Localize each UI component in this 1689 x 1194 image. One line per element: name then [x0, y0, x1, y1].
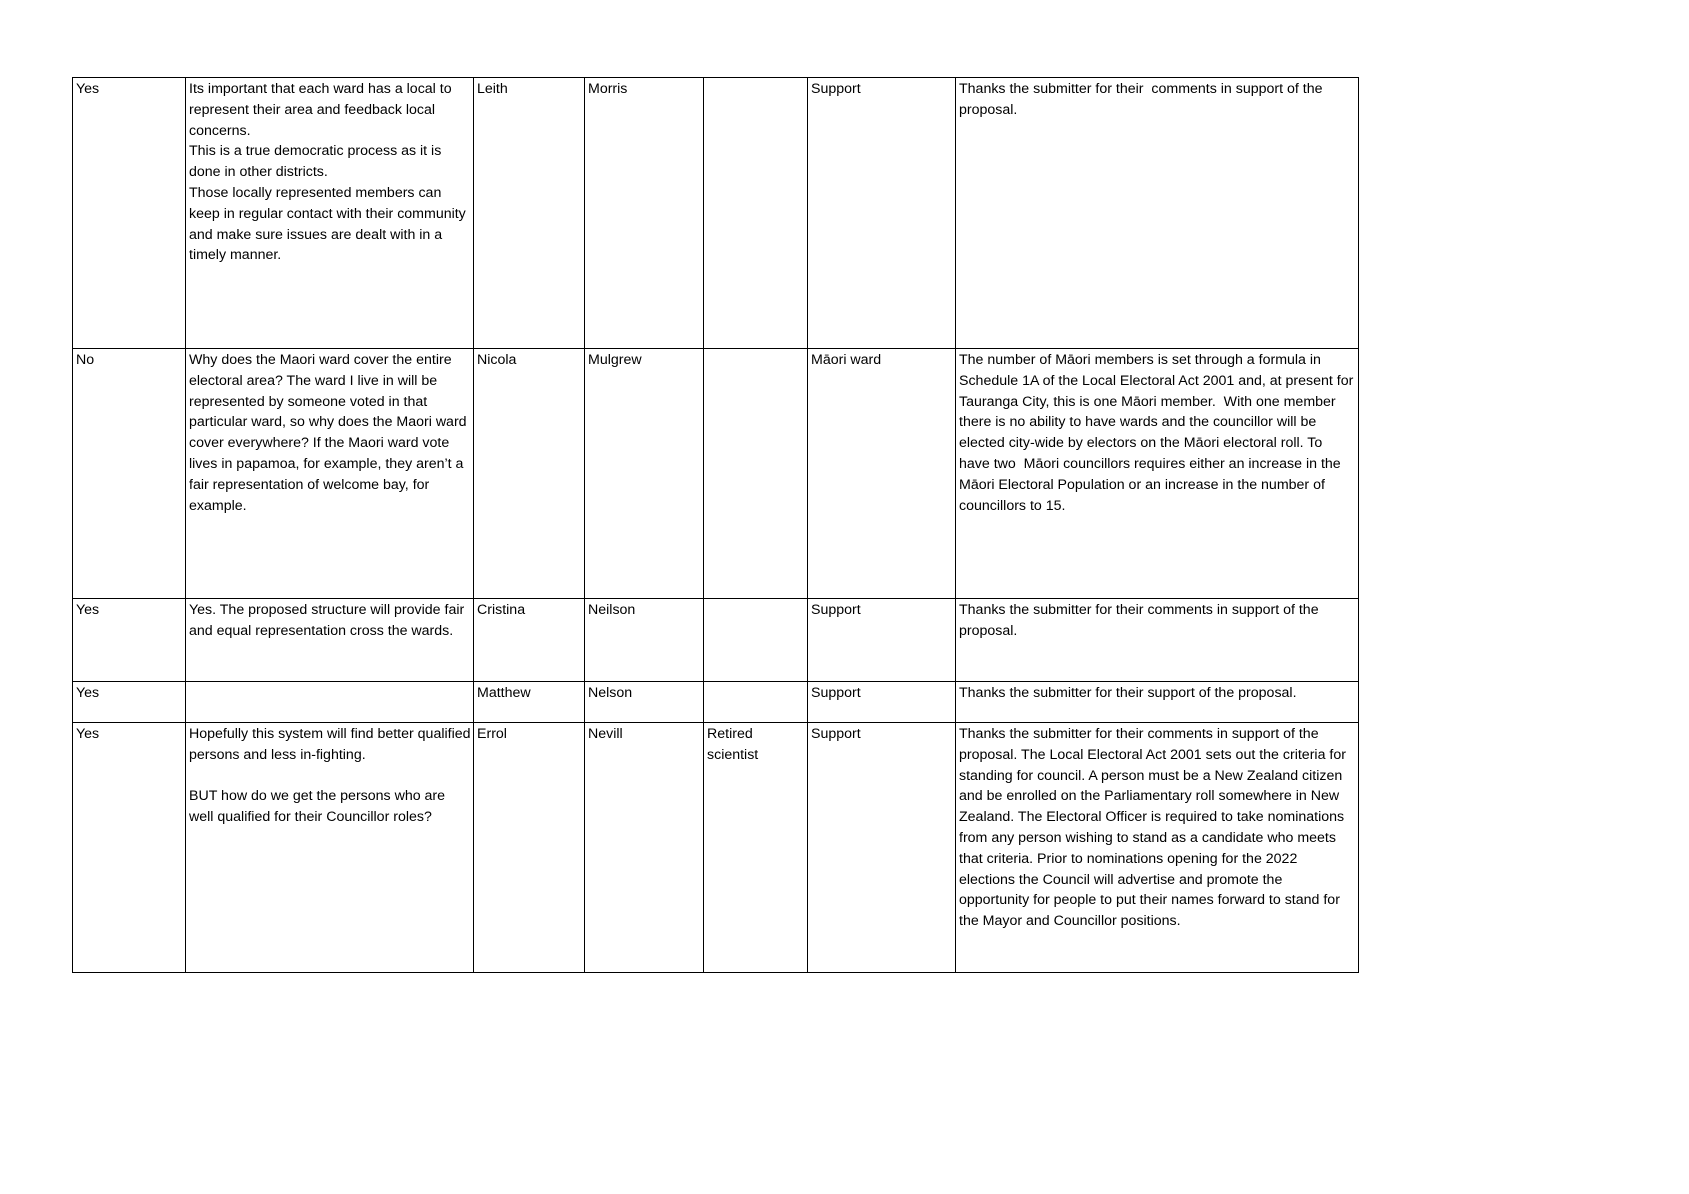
response-cell: Thanks the submitter for their support of the proposal.: [956, 682, 1359, 723]
first-name-cell: Matthew: [474, 682, 585, 723]
topic-cell: Māori ward: [808, 349, 956, 599]
response-cell: Thanks the submitter for their comments in support of the proposal.: [956, 78, 1359, 349]
answer-cell: Yes: [73, 599, 186, 682]
comment-cell: Hopefully this system will find better qualified persons and less in-fighting. BUT how do we get the persons who are well qualified for their Councillor roles?: [186, 723, 474, 973]
organisation-cell: [704, 349, 808, 599]
table-row: [73, 682, 1359, 723]
table-row: [73, 599, 1359, 682]
last-name-cell: Morris: [585, 78, 704, 349]
comment-cell: Why does the Maori ward cover the entire electoral area? The ward I live in will be represented by someone voted in that particular ward, so why does the Maori ward cover everywhere? If the Maori ward vote lives in papamoa, for example, they aren’t a fair representation of welcome bay, for example.: [186, 349, 474, 599]
last-name-cell: Mulgrew: [585, 349, 704, 599]
table-row: [73, 349, 1359, 599]
last-name-cell: Nelson: [585, 682, 704, 723]
comment-cell: Its important that each ward has a local to represent their area and feedback local concerns. This is a true democratic process as it is done in other districts. Those locally represented members can keep in regular contact with their community and make sure issues are dealt with in a timely manner.: [186, 78, 474, 349]
first-name-cell: Nicola: [474, 349, 585, 599]
first-name-cell: Leith: [474, 78, 585, 349]
organisation-cell: [704, 682, 808, 723]
submissions-table: [72, 77, 1359, 973]
table-row: [73, 723, 1359, 973]
last-name-cell: Nevill: [585, 723, 704, 973]
organisation-cell: [704, 78, 808, 349]
first-name-cell: Cristina: [474, 599, 585, 682]
answer-cell: Yes: [73, 682, 186, 723]
answer-cell: Yes: [73, 723, 186, 973]
response-cell: The number of Māori members is set through a formula in Schedule 1A of the Local Electoral Act 2001 and, at present for Tauranga City, this is one Māori member. With one member there is no ability to have wards and the councillor will be elected city-wide by electors on the Māori electoral roll. To have two Māori councillors requires either an increase in the Māori Electoral Population or an increase in the number of councillors to 15.: [956, 349, 1359, 599]
comment-cell: Yes. The proposed structure will provide fair and equal representation cross the wards.: [186, 599, 474, 682]
last-name-cell: Neilson: [585, 599, 704, 682]
organisation-cell: [704, 599, 808, 682]
topic-cell: Support: [808, 599, 956, 682]
topic-cell: Support: [808, 682, 956, 723]
topic-cell: Support: [808, 78, 956, 349]
first-name-cell: Errol: [474, 723, 585, 973]
organisation-cell: Retired scientist: [704, 723, 808, 973]
comment-cell: [186, 682, 474, 723]
answer-cell: No: [73, 349, 186, 599]
response-cell: Thanks the submitter for their comments in support of the proposal. The Local Electoral Act 2001 sets out the criteria for standing for council. A person must be a New Zealand citizen and be enrolled on the Parliamentary roll somewhere in New Zealand. The Electoral Officer is required to take nominations from any person wishing to stand as a candidate who meets that criteria. Prior to nominations opening for the 2022 elections the Council will advertise and promote the opportunity for people to put their names forward to stand for the Mayor and Councillor positions.: [956, 723, 1359, 973]
table-row: [73, 78, 1359, 349]
answer-cell: Yes: [73, 78, 186, 349]
response-cell: Thanks the submitter for their comments in support of the proposal.: [956, 599, 1359, 682]
topic-cell: Support: [808, 723, 956, 973]
